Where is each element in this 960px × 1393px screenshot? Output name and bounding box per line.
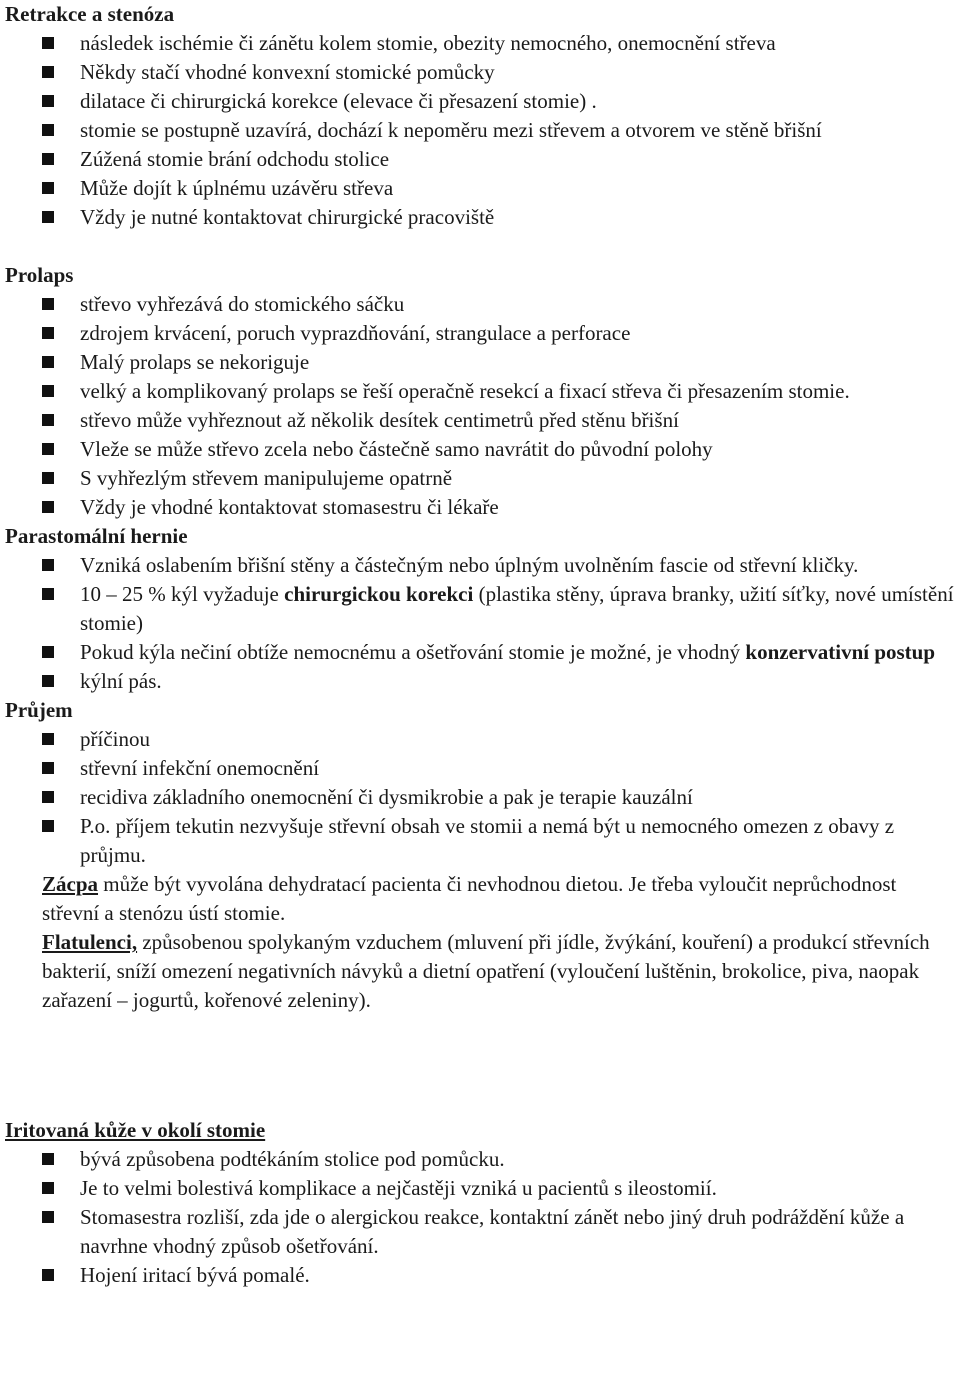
- list-item: zdrojem krvácení, poruch vyprazdňování, strangulace a perforace: [0, 319, 960, 348]
- heading-retrakce: Retrakce a stenóza: [5, 2, 175, 26]
- spacer: [0, 232, 960, 261]
- square-bullet-icon: [42, 66, 54, 78]
- emphasis: chirurgickou korekci: [284, 582, 474, 606]
- square-bullet-icon: [42, 646, 54, 658]
- square-bullet-icon: [42, 1182, 54, 1194]
- list-item: střevní infekční onemocnění: [0, 754, 960, 783]
- list-item: Zúžená stomie brání odchodu stolice: [0, 145, 960, 174]
- square-bullet-icon: [42, 124, 54, 136]
- list-item: Vleže se může střevo zcela nebo částečně samo navrátit do původní polohy: [0, 435, 960, 464]
- section-prujem: [0, 696, 960, 870]
- square-bullet-icon: [42, 443, 54, 455]
- square-bullet-icon: [42, 385, 54, 397]
- list-kuze: [0, 1145, 960, 1290]
- list-item: kýlní pás.: [0, 667, 960, 696]
- paragraph-lead-zacpa: Zácpa: [42, 872, 99, 896]
- square-bullet-icon: [42, 414, 54, 426]
- list-item: Stomasestra rozliší, zda jde o alergickou reakce, kontaktní zánět nebo jiný druh podráždění kůže a navrhne vhodný způsob ošetřování.: [0, 1203, 960, 1261]
- square-bullet-icon: [42, 588, 54, 600]
- list-item: Vzniká oslabením břišní stěny a částečným nebo úplným uvolněním fascie od střevní kličky.: [0, 551, 960, 580]
- list-item: S vyhřezlým střevem manipulujeme opatrně: [0, 464, 960, 493]
- square-bullet-icon: [42, 1153, 54, 1165]
- square-bullet-icon: [42, 675, 54, 687]
- square-bullet-icon: [42, 472, 54, 484]
- list-item: následek ischémie či zánětu kolem stomie, obezity nemocného, onemocnění střeva: [0, 29, 960, 58]
- square-bullet-icon: [42, 37, 54, 49]
- list-item: Vždy je vhodné kontaktovat stomasestru či lékaře: [0, 493, 960, 522]
- list-item: recidiva základního onemocnění či dysmikrobie a pak je terapie kauzální: [0, 783, 960, 812]
- square-bullet-icon: [42, 298, 54, 310]
- list-item: dilatace či chirurgická korekce (elevace či přesazení stomie) .: [0, 87, 960, 116]
- list-item: Může dojít k úplnému uzávěru střeva: [0, 174, 960, 203]
- section-kuze: [0, 1116, 960, 1290]
- paragraph-lead-flatulence: Flatulenci,: [42, 930, 138, 954]
- spacer: [0, 1015, 960, 1116]
- list-item: bývá způsobena podtékáním stolice pod pomůcku.: [0, 1145, 960, 1174]
- emphasis: konzervativní postup: [745, 640, 936, 664]
- section-retrakce: [0, 0, 960, 232]
- heading-kuze: Iritovaná kůže v okolí stomie: [5, 1118, 266, 1142]
- list-item: Pokud kýla nečiní obtíže nemocnému a ošetřování stomie je možné, je vhodný konzervativní postup: [0, 638, 960, 667]
- paragraph-zacpa: Zácpa může být vyvolána dehydratací pacienta či nevhodnou dietou. Je třeba vyloučit neprůchodnost střevní a stenózu ústí stomie.: [42, 872, 897, 925]
- heading-hernie: Parastomální hernie: [5, 524, 188, 548]
- list-hernie: [0, 551, 960, 696]
- square-bullet-icon: [42, 327, 54, 339]
- section-prolaps: [0, 261, 960, 522]
- list-item: střevo může vyhřeznout až několik desítek centimetrů před stěnu břišní: [0, 406, 960, 435]
- heading-prolaps: Prolaps: [5, 263, 74, 287]
- square-bullet-icon: [42, 1269, 54, 1281]
- list-item: 10 – 25 % kýl vyžaduje chirurgickou korekci (plastika stěny, úprava branky, užití síťky, nové umístění stomie): [0, 580, 960, 638]
- list-item: Vždy je nutné kontaktovat chirurgické pracoviště: [0, 203, 960, 232]
- list-item: P.o. příjem tekutin nezvyšuje střevní obsah ve stomii a nemá být u nemocného omezen z obavy z průjmu.: [0, 812, 960, 870]
- paragraph-flatulence: Flatulenci, způsobenou spolykaným vzduchem (mluvení při jídle, žvýkání, kouření) a produkcí střevních bakterií, sníží omezení negativních návyků a dietní opatření (vyloučení luštěnin, brokolice, piva, naopak zařazení – jogurtů, kořenové zeleniny).: [42, 930, 930, 1012]
- list-item: Někdy stačí vhodné konvexní stomické pomůcky: [0, 58, 960, 87]
- square-bullet-icon: [42, 211, 54, 223]
- square-bullet-icon: [42, 153, 54, 165]
- list-item: Hojení iritací bývá pomalé.: [0, 1261, 960, 1290]
- square-bullet-icon: [42, 559, 54, 571]
- heading-prujem: Průjem: [5, 698, 73, 722]
- list-item: Je to velmi bolestivá komplikace a nejčastěji vzniká u pacientů s ileostomií.: [0, 1174, 960, 1203]
- square-bullet-icon: [42, 820, 54, 832]
- square-bullet-icon: [42, 1211, 54, 1223]
- square-bullet-icon: [42, 733, 54, 745]
- section-hernie: [0, 522, 960, 696]
- square-bullet-icon: [42, 356, 54, 368]
- square-bullet-icon: [42, 501, 54, 513]
- list-item: velký a komplikovaný prolaps se řeší operačně resekcí a fixací střeva či přesazením stomie.: [0, 377, 960, 406]
- square-bullet-icon: [42, 791, 54, 803]
- list-prujem: [0, 725, 960, 870]
- square-bullet-icon: [42, 182, 54, 194]
- square-bullet-icon: [42, 762, 54, 774]
- list-prolaps: [0, 290, 960, 522]
- list-item: Malý prolaps se nekoriguje: [0, 348, 960, 377]
- list-item: střevo vyhřezává do stomického sáčku: [0, 290, 960, 319]
- list-retrakce: [0, 29, 960, 232]
- list-item: stomie se postupně uzavírá, dochází k nepoměru mezi střevem a otvorem ve stěně břišní: [0, 116, 960, 145]
- list-item: příčinou: [0, 725, 960, 754]
- square-bullet-icon: [42, 95, 54, 107]
